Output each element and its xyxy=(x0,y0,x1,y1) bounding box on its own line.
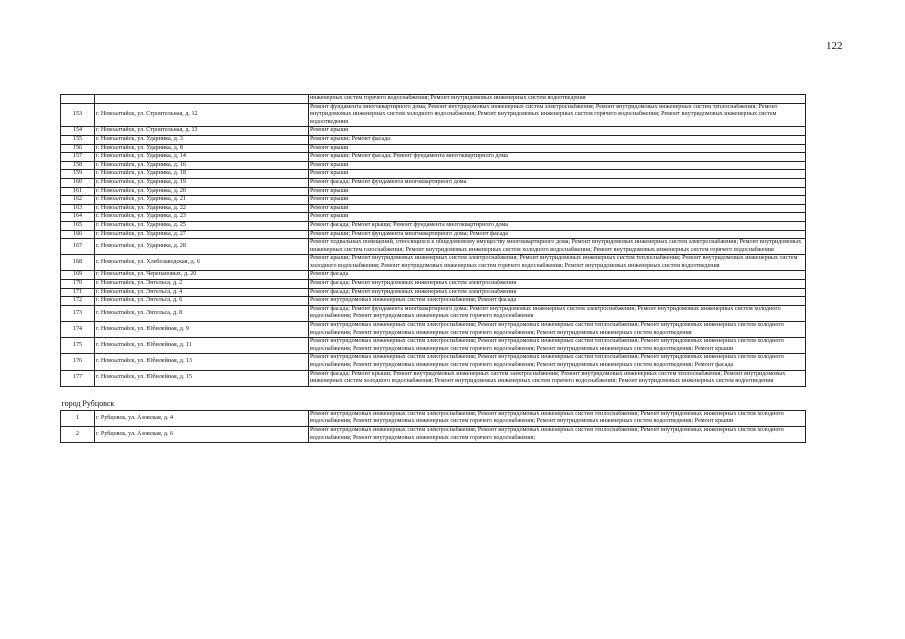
section-title: город Рубцовск xyxy=(61,386,806,410)
row-address: г. Новоалтайск, ул. Юбилейная, д. 11 xyxy=(95,338,309,354)
row-address: г. Новоалтайск, ул. Энгельса, д. 8 xyxy=(95,305,309,321)
row-works: Ремонт фасада; Ремонт внутридомовых инженерных систем электроснабжения xyxy=(309,288,806,297)
row-address: г. Новоалтайск, ул. Черепановых, д. 20 xyxy=(95,271,309,280)
row-number: 165 xyxy=(61,221,95,230)
row-works: Ремонт крыши xyxy=(309,204,806,213)
row-works: Ремонт фасада; Ремонт внутридомовых инженерных систем электроснабжения xyxy=(309,280,806,289)
table-body xyxy=(61,95,806,443)
row-address: г. Новоалтайск, ул. Строительная, д. 12 xyxy=(95,103,309,127)
row-works: Ремонт фасада; Ремонт крыши; Ремонт фундамента многоквартирного дома xyxy=(309,221,806,230)
table-row xyxy=(61,338,806,354)
row-address: г. Новоалтайск, ул. Энгельса, д. 6 xyxy=(95,297,309,306)
table-row xyxy=(61,213,806,222)
row-number: 176 xyxy=(61,354,95,370)
row-address: г. Новоалтайск, ул. Ударника, д. 20 xyxy=(95,187,309,196)
section-header-row xyxy=(61,386,806,410)
row-works: инженерных систем горячего водоснабжения; Ремонт внутридомовых инженерных систем водоотведения xyxy=(309,95,806,104)
row-works: Ремонт фасада; Ремонт фундамента многоквартирного дома xyxy=(309,178,806,187)
table-row xyxy=(61,297,806,306)
row-address: г. Новоалтайск, ул. Ударника, д. 23 xyxy=(95,213,309,222)
row-number: 168 xyxy=(61,255,95,271)
table-row xyxy=(61,196,806,205)
row-address: г. Новоалтайск, ул. Энгельса, д. 2 xyxy=(95,280,309,289)
row-number: 177 xyxy=(61,370,95,386)
row-works: Ремонт крыши xyxy=(309,196,806,205)
table-row xyxy=(61,280,806,289)
repair-schedule-table xyxy=(60,94,805,443)
row-address: г. Новоалтайск, ул. Юбилейная, д. 13 xyxy=(95,354,309,370)
row-address: г. Рубцовск, ул. Азовская, д. 6 xyxy=(95,426,309,442)
row-address: г. Новоалтайск, ул. Ударника, д. 16 xyxy=(95,161,309,170)
row-address: г. Новоалтайск, ул. Ударника, д. 14 xyxy=(95,153,309,162)
row-address: г. Новоалтайск, ул. Ударника, д. 8 xyxy=(95,144,309,153)
table-row xyxy=(61,354,806,370)
row-address: г. Новоалтайск, ул. Строительная, д. 13 xyxy=(95,127,309,136)
row-works: Ремонт крыши; Ремонт внутридомовых инженерных систем электроснабжения; Ремонт внутридомовых инженерных систем теплоснабжения; Ремонт внутридомовых инженерных систем холодного водоснабжения; Ремонт внутридомовых инженерных систем горячего водоснабжения; Ремонт внутридомовых инженерных систем водоотведения xyxy=(309,255,806,271)
table-row xyxy=(61,127,806,136)
row-number: 153 xyxy=(61,103,95,127)
row-works: Ремонт крыши xyxy=(309,170,806,179)
row-number: 166 xyxy=(61,230,95,239)
table-row xyxy=(61,230,806,239)
row-address: г. Новоалтайск, ул. Юбилейная, д. 15 xyxy=(95,370,309,386)
row-number: 158 xyxy=(61,161,95,170)
row-address: г. Новоалтайск, ул. Ударника, д. 22 xyxy=(95,204,309,213)
row-address: г. Новоалтайск, ул. Хлебозаводская, д. 6 xyxy=(95,255,309,271)
table-row xyxy=(61,170,806,179)
row-number: 2 xyxy=(61,426,95,442)
table-row xyxy=(61,271,806,280)
table-row xyxy=(61,144,806,153)
row-number: 157 xyxy=(61,153,95,162)
table-row xyxy=(61,204,806,213)
row-number: 171 xyxy=(61,288,95,297)
row-works: Ремонт фасада; Ремонт крыши; Ремонт внутридомовых инженерных систем электроснабжения; Ремонт внутридомовых инженерных систем теплоснабжения; Ремонт внутридомовых инженерных систем холодного водоснабжения; Ремонт внутридомовых инженерных систем горячего водоснабжения; Ремонт внутридомовых инженерных систем водоотведения xyxy=(309,370,806,386)
row-number: 159 xyxy=(61,170,95,179)
row-address: г. Новоалтайск, ул. Ударника, д. 19 xyxy=(95,178,309,187)
table-row xyxy=(61,178,806,187)
row-number: 1 xyxy=(61,410,95,426)
row-works: Ремонт крыши; Ремонт фасада xyxy=(309,135,806,144)
row-number: 173 xyxy=(61,305,95,321)
row-number xyxy=(61,95,95,104)
row-works: Ремонт крыши xyxy=(309,144,806,153)
table-row xyxy=(61,135,806,144)
row-works: Ремонт внутридомовых инженерных систем электроснабжения; Ремонт внутридомовых инженерных систем теплоснабжения; Ремонт внутридомовых инженерных систем холодного водоснабжения; Ремонт внутридомовых инженерных систем горячего водоснабжения; Ремонт внутридомовых инженерных систем водоотведения; Ремонт крыши xyxy=(309,410,806,426)
row-address: г. Новоалтайск, ул. Ударника, д. 27 xyxy=(95,230,309,239)
row-number: 174 xyxy=(61,322,95,338)
row-works: Ремонт крыши xyxy=(309,161,806,170)
row-address: г. Новоалтайск, ул. Ударника, д. 21 xyxy=(95,196,309,205)
row-number: 169 xyxy=(61,271,95,280)
row-number: 172 xyxy=(61,297,95,306)
row-works: Ремонт крыши xyxy=(309,213,806,222)
table xyxy=(60,94,806,443)
row-works: Ремонт крыши xyxy=(309,187,806,196)
row-works: Ремонт внутридомовых инженерных систем электроснабжения; Ремонт внутридомовых инженерных систем теплоснабжения; Ремонт внутридомовых инженерных систем холодного водоснабжения; Ремонт внутридомовых инженерных систем горячего водоснабжения; Ремонт внутридомовых инженерных систем водоотведения xyxy=(309,322,806,338)
row-address xyxy=(95,95,309,104)
page-number: 122 xyxy=(826,40,843,52)
row-number: 164 xyxy=(61,213,95,222)
table-row xyxy=(61,187,806,196)
table-row xyxy=(61,288,806,297)
row-address: г. Новоалтайск, ул. Ударника, д. 18 xyxy=(95,170,309,179)
row-address: г. Новоалтайск, ул. Энгельса, д. 4 xyxy=(95,288,309,297)
table-row xyxy=(61,239,806,255)
table-row xyxy=(61,95,806,104)
row-number: 162 xyxy=(61,196,95,205)
table-row xyxy=(61,255,806,271)
table-row xyxy=(61,161,806,170)
table-row xyxy=(61,153,806,162)
table-row xyxy=(61,426,806,442)
row-number: 170 xyxy=(61,280,95,289)
table-row xyxy=(61,322,806,338)
row-works: Ремонт фасада xyxy=(309,271,806,280)
row-works: Ремонт внутридомовых инженерных систем электроснабжения; Ремонт внутридомовых инженерных систем теплоснабжения; Ремонт внутридомовых инженерных систем холодного водоснабжения; Ремонт внутридомовых инженерных систем горячего водоснабжения; Ремонт внутридомовых инженерных систем водоотведения; Ремонт фасада xyxy=(309,354,806,370)
table-row xyxy=(61,410,806,426)
row-address: г. Новоалтайск, ул. Ударника, д. 3 xyxy=(95,135,309,144)
table-row xyxy=(61,305,806,321)
row-number: 163 xyxy=(61,204,95,213)
row-number: 160 xyxy=(61,178,95,187)
row-works: Ремонт внутридомовых инженерных систем электроснабжения; Ремонт внутридомовых инженерных систем теплоснабжения; Ремонт внутридомовых инженерных систем холодного водоснабжения; Ремонт внутридомовых инженерных систем горячего водоснабжения; Ремонт внутридомовых инженерных систем водоотведения; Ремонт крыши xyxy=(309,338,806,354)
row-works: Ремонт фундамента многоквартирного дома; Ремонт внутридомовых инженерных систем электроснабжения; Ремонт внутридомовых инженерных систем теплоснабжения; Ремонт внутридомовых инженерных систем холодного водоснабжения; Ремонт внутридомовых инженерных систем горячего водоснабжения; Ремонт внутридомовых инженерных систем водоотведения xyxy=(309,103,806,127)
row-address: г. Новоалтайск, ул. Юбилейная, д. 9 xyxy=(95,322,309,338)
table-row xyxy=(61,103,806,127)
row-works: Ремонт внутридомовых инженерных систем электроснабжения; Ремонт внутридомовых инженерных систем теплоснабжения; Ремонт внутридомовых инженерных систем холодного водоснабжения; Ремонт внутридомовых инженерных систем горячего водоснабжения; xyxy=(309,426,806,442)
row-works: Ремонт крыши; Ремонт фасада; Ремонт фундамента многоквартирного дома xyxy=(309,153,806,162)
row-address: г. Рубцовск, ул. Азовская, д. 4 xyxy=(95,410,309,426)
row-works: Ремонт фасада; Ремонт фундамента многоквартирного дома; Ремонт внутридомовых инженерных систем электроснабжения; Ремонт внутридомовых инженерных систем холодного водоснабжения; Ремонт внутридомовых инженерных систем горячего водоснабжения xyxy=(309,305,806,321)
row-works: Ремонт крыши xyxy=(309,127,806,136)
row-works: Ремонт внутридомовых инженерных систем электроснабжения; Ремонт фасада xyxy=(309,297,806,306)
row-number: 155 xyxy=(61,135,95,144)
row-works: Ремонт крыши; Ремонт фундамента многоквартирного дома; Ремонт фасада xyxy=(309,230,806,239)
row-number: 156 xyxy=(61,144,95,153)
row-number: 161 xyxy=(61,187,95,196)
table-row xyxy=(61,221,806,230)
row-address: г. Новоалтайск, ул. Ударника, д. 25 xyxy=(95,221,309,230)
row-number: 175 xyxy=(61,338,95,354)
table-row xyxy=(61,370,806,386)
row-number: 167 xyxy=(61,239,95,255)
row-address: г. Новоалтайск, ул. Ударника, д. 28 xyxy=(95,239,309,255)
row-number: 154 xyxy=(61,127,95,136)
row-works: Ремонт подвальных помещений, относящихся к общедомовому имуществу многоквартирного дома; Ремонт внутридомовых инженерных систем электроснабжения; Ремонт внутридомовых инженерных систем газоснабжения; Ремонт внутридомовых инженерных систем холодного водоснабжения; Ремонт внутридомовых инженерных систем горячего водоснабжения xyxy=(309,239,806,255)
